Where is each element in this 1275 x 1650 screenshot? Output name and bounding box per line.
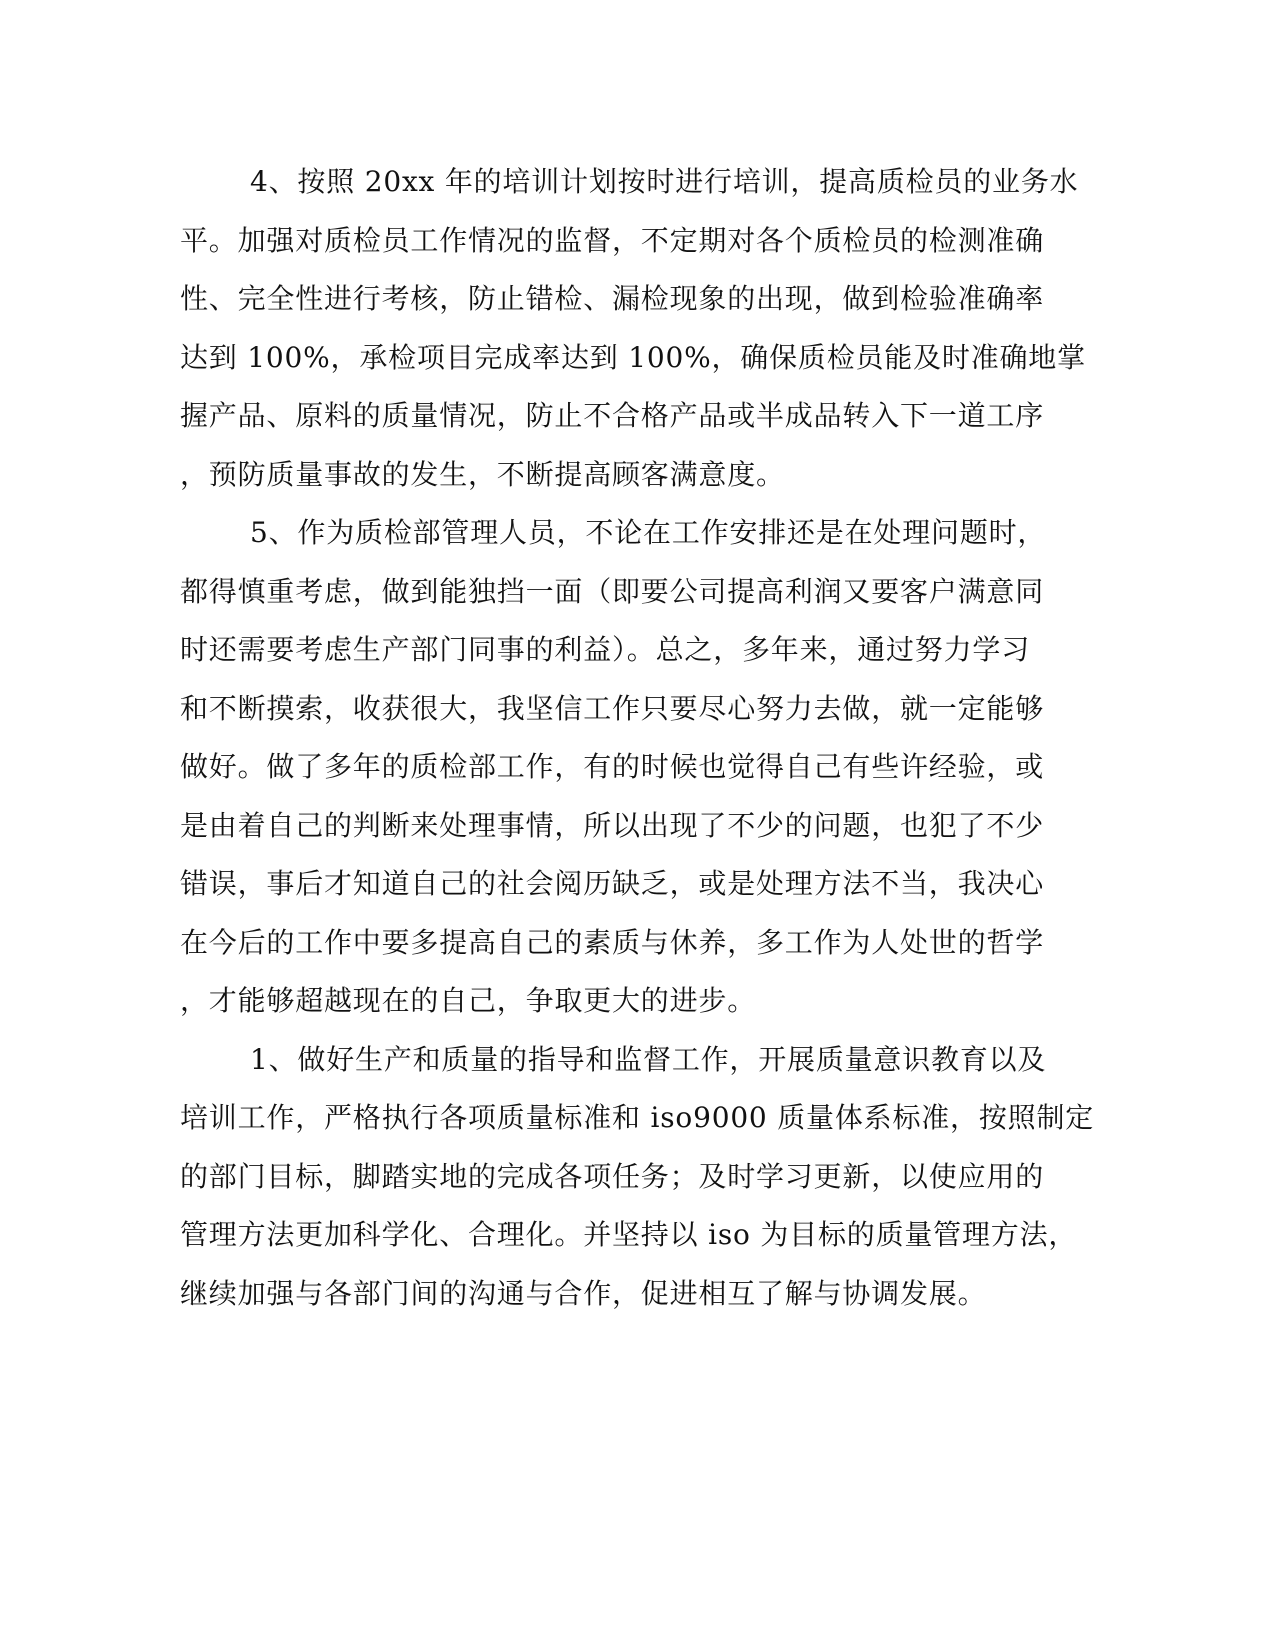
paragraph-3	[180, 1031, 1095, 1324]
text-line: 是由着自己的判断来处理事情，所以出现了不少的问题，也犯了不少	[180, 808, 1045, 842]
text-line: 的部门目标，脚踏实地的完成各项任务；及时学习更新，以使应用的	[180, 1159, 1045, 1193]
text-line: 握产品、原料的质量情况，防止不合格产品或半成品转入下一道工序	[180, 399, 1045, 432]
text-line: 培训工作，严格执行各项质量标准和 iso9000 质量体系标准，按照制定	[180, 1101, 1095, 1134]
document-body	[180, 153, 1095, 1323]
text-line: 错误，事后才知道自己的社会阅历缺乏，或是处理方法不当，我决心	[180, 867, 1045, 900]
paragraph-2	[180, 504, 1047, 1031]
text-line: 1、做好生产和质量的指导和监督工作，开展质量意识教育以及	[250, 1042, 1047, 1076]
text-line: 达到 100%，承检项目完成率达到 100%，确保质检员能及时准确地掌	[180, 340, 1086, 374]
text-line: 性、完全性进行考核，防止错检、漏检现象的出现，做到检验准确率	[180, 282, 1045, 315]
text-line: 时还需要考虑生产部门同事的利益）。总之，多年来，通过努力学习	[180, 633, 1031, 666]
text-line: 4、按照 20xx 年的培训计划按时进行培训，提高质检员的业务水	[250, 165, 1079, 198]
text-line: 和不断摸索，收获很大，我坚信工作只要尽心努力去做，就一定能够	[180, 691, 1045, 725]
text-line: 5、作为质检部管理人员，不论在工作安排还是在处理问题时，	[250, 516, 1047, 549]
text-line: ，预防质量事故的发生，不断提高顾客满意度。	[180, 457, 785, 491]
text-line: 都得慎重考虑，做到能独挡一面（即要公司提高利润又要客户满意同	[180, 574, 1045, 608]
text-line: 继续加强与各部门间的沟通与合作，促进相互了解与协调发展。	[180, 1276, 987, 1310]
text-line: 在今后的工作中要多提高自己的素质与休养，多工作为人处世的哲学	[180, 925, 1045, 959]
text-line: 平。加强对质检员工作情况的监督，不定期对各个质检员的检测准确	[180, 223, 1045, 257]
text-line: ，才能够超越现在的自己，争取更大的进步。	[180, 984, 757, 1017]
text-line: 管理方法更加科学化、合理化。并坚持以 iso 为目标的质量管理方法，	[180, 1218, 1078, 1251]
text-line: 做好。做了多年的质检部工作，有的时候也觉得自己有些许经验，或	[180, 750, 1045, 783]
paragraph-1	[180, 153, 1086, 504]
